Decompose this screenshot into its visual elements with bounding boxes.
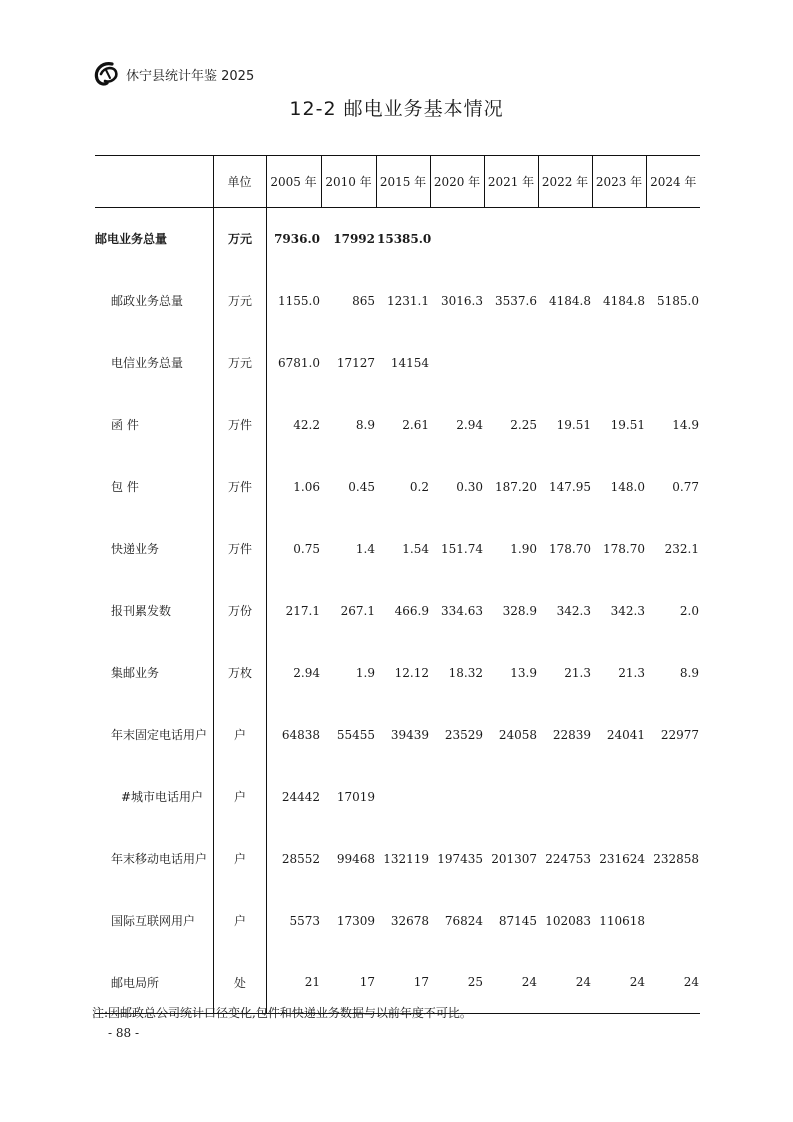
table-cell: 17127 bbox=[336, 355, 375, 370]
table-cell: 55455 bbox=[336, 727, 375, 742]
table-cell: 8.9 bbox=[679, 665, 699, 680]
table-cell bbox=[484, 208, 538, 270]
table-cell: 14154 bbox=[390, 355, 429, 370]
table-cell: 23529 bbox=[444, 727, 483, 742]
table-cell: 342.3 bbox=[610, 603, 645, 618]
row-name: 电信业务总量 bbox=[111, 356, 184, 370]
table-cell bbox=[430, 332, 484, 394]
table-cell bbox=[538, 332, 592, 394]
table-cell: 178.70 bbox=[603, 541, 645, 556]
table-cell: 132119 bbox=[383, 851, 429, 866]
row-unit: 万元 bbox=[213, 270, 266, 332]
row-name: #城市电话用户 bbox=[121, 790, 204, 804]
table-cell: 187.20 bbox=[495, 479, 537, 494]
table-cell: 24041 bbox=[606, 727, 645, 742]
table-cell: 87145 bbox=[498, 913, 537, 928]
row-name: 邮电业务总量 bbox=[95, 232, 168, 247]
table-cell: 19.51 bbox=[610, 417, 645, 432]
column-header: 2010 年 bbox=[321, 156, 376, 208]
table-cell: 267.1 bbox=[340, 603, 375, 618]
table-cell: 1.9 bbox=[355, 665, 375, 680]
table-cell: 4184.8 bbox=[549, 293, 591, 308]
table-header-row bbox=[95, 156, 700, 208]
row-name: 集邮业务 bbox=[111, 666, 160, 680]
column-header: 2005 年 bbox=[266, 156, 321, 208]
table-cell bbox=[646, 766, 700, 828]
table-cell: 1155.0 bbox=[278, 293, 320, 308]
row-unit: 万件 bbox=[213, 456, 266, 518]
row-unit: 户 bbox=[213, 890, 266, 952]
table-note: 注:因邮政总公司统计口径变化,包件和快递业务数据与以前年度不可比。 bbox=[92, 1006, 472, 1020]
table-cell bbox=[592, 332, 646, 394]
table-row bbox=[95, 704, 700, 766]
table-row bbox=[95, 580, 700, 642]
table-cell: 151.74 bbox=[441, 541, 483, 556]
row-unit: 万元 bbox=[213, 208, 266, 270]
table-cell: 147.95 bbox=[549, 479, 591, 494]
table-cell bbox=[484, 332, 538, 394]
table-cell: 13.9 bbox=[510, 665, 537, 680]
table-row bbox=[95, 456, 700, 518]
row-unit: 处 bbox=[213, 952, 266, 1014]
table-row bbox=[95, 766, 700, 828]
table-cell: 217.1 bbox=[285, 603, 320, 618]
table-row bbox=[95, 270, 700, 332]
table-cell: 5573 bbox=[289, 913, 320, 928]
column-header: 2024 年 bbox=[646, 156, 700, 208]
table-cell: 17019 bbox=[336, 789, 375, 804]
table-cell: 0.77 bbox=[672, 479, 699, 494]
table-row bbox=[95, 890, 700, 952]
row-name: 年末移动电话用户 bbox=[111, 852, 208, 866]
table-cell: 24058 bbox=[498, 727, 537, 742]
table-cell: 17309 bbox=[336, 913, 375, 928]
table-cell: 7936.0 bbox=[274, 231, 320, 246]
row-unit: 户 bbox=[213, 766, 266, 828]
table-cell: 232.1 bbox=[664, 541, 699, 556]
row-name: 国际互联网用户 bbox=[111, 914, 196, 928]
column-header: 2021 年 bbox=[484, 156, 538, 208]
table-cell: 15385.0 bbox=[377, 231, 432, 246]
row-name: 报刊累发数 bbox=[111, 604, 172, 618]
table-cell: 24 bbox=[646, 952, 700, 1014]
column-header: 2023 年 bbox=[592, 156, 646, 208]
row-unit: 户 bbox=[213, 828, 266, 890]
row-name: 年末固定电话用户 bbox=[111, 728, 208, 742]
table-cell: 102083 bbox=[545, 913, 591, 928]
table-cell: 24442 bbox=[281, 789, 320, 804]
table-cell: 0.30 bbox=[456, 479, 483, 494]
table-cell: 99468 bbox=[336, 851, 375, 866]
table-cell: 1.90 bbox=[510, 541, 537, 556]
table-cell: 1.4 bbox=[355, 541, 375, 556]
table-row bbox=[95, 394, 700, 456]
table-cell: 2.25 bbox=[510, 417, 537, 432]
table-cell: 232858 bbox=[653, 851, 699, 866]
table-cell: 24 bbox=[484, 952, 538, 1014]
row-name: 邮政业务总量 bbox=[111, 294, 184, 308]
table-cell: 32678 bbox=[390, 913, 429, 928]
table-cell bbox=[646, 890, 700, 952]
column-header: 2015 年 bbox=[376, 156, 430, 208]
table-cell: 21.3 bbox=[618, 665, 645, 680]
table-cell: 39439 bbox=[390, 727, 429, 742]
table-cell: 19.51 bbox=[556, 417, 591, 432]
column-header: 单位 bbox=[213, 156, 266, 208]
table-cell bbox=[646, 332, 700, 394]
table-cell: 76824 bbox=[444, 913, 483, 928]
table-cell: 2.94 bbox=[456, 417, 483, 432]
table-cell: 466.9 bbox=[394, 603, 429, 618]
table-cell: 148.0 bbox=[610, 479, 645, 494]
table-cell: 1231.1 bbox=[387, 293, 429, 308]
table-cell: 0.75 bbox=[293, 541, 320, 556]
table-cell: 197435 bbox=[437, 851, 483, 866]
table-cell: 1.54 bbox=[402, 541, 429, 556]
page-title: 12-2 邮电业务基本情况 bbox=[289, 98, 504, 120]
table-cell bbox=[538, 208, 592, 270]
table-cell: 28552 bbox=[281, 851, 320, 866]
table-row bbox=[95, 518, 700, 580]
postal-telecom-table bbox=[95, 155, 700, 1014]
table-cell bbox=[484, 766, 538, 828]
table-cell: 14.9 bbox=[672, 417, 699, 432]
table-cell: 4184.8 bbox=[603, 293, 645, 308]
page-number: - 88 - bbox=[108, 1026, 140, 1040]
table-cell: 334.63 bbox=[441, 603, 483, 618]
table-cell: 22977 bbox=[660, 727, 699, 742]
table-cell: 24 bbox=[592, 952, 646, 1014]
table-cell bbox=[430, 208, 484, 270]
table-cell: 8.9 bbox=[355, 417, 375, 432]
row-name: 快递业务 bbox=[111, 542, 160, 556]
column-header: 2022 年 bbox=[538, 156, 592, 208]
table-cell bbox=[538, 766, 592, 828]
table-cell: 17992 bbox=[333, 231, 375, 246]
row-unit: 万枚 bbox=[213, 642, 266, 704]
table-cell: 17 bbox=[321, 952, 376, 1014]
table-cell bbox=[376, 766, 430, 828]
table-cell: 201307 bbox=[491, 851, 537, 866]
table-cell: 328.9 bbox=[502, 603, 537, 618]
table-row bbox=[95, 208, 700, 270]
table-cell: 24 bbox=[538, 952, 592, 1014]
table-cell: 0.45 bbox=[348, 479, 375, 494]
page-header bbox=[92, 60, 254, 88]
yearbook-logo-icon bbox=[92, 60, 120, 88]
table-cell: 64838 bbox=[281, 727, 320, 742]
table-cell: 1.06 bbox=[293, 479, 320, 494]
table-cell: 865 bbox=[352, 293, 375, 308]
table-cell: 21 bbox=[266, 952, 321, 1014]
column-header bbox=[95, 156, 213, 208]
table-cell: 224753 bbox=[545, 851, 591, 866]
table-row bbox=[95, 332, 700, 394]
table-cell: 18.32 bbox=[448, 665, 483, 680]
table-cell: 17 bbox=[376, 952, 430, 1014]
table-cell: 12.12 bbox=[394, 665, 429, 680]
row-name: 函 件 bbox=[111, 418, 139, 432]
table-cell: 2.61 bbox=[402, 417, 429, 432]
table-cell: 25 bbox=[430, 952, 484, 1014]
row-unit: 万件 bbox=[213, 394, 266, 456]
table-cell: 6781.0 bbox=[278, 355, 320, 370]
table-cell: 21.3 bbox=[564, 665, 591, 680]
table-cell: 110618 bbox=[599, 913, 645, 928]
row-unit: 万份 bbox=[213, 580, 266, 642]
table-cell: 5185.0 bbox=[657, 293, 699, 308]
table-cell: 231624 bbox=[599, 851, 645, 866]
table-row bbox=[95, 828, 700, 890]
row-name: 包 件 bbox=[111, 480, 139, 494]
table-cell bbox=[592, 766, 646, 828]
table-cell: 2.0 bbox=[679, 603, 699, 618]
table-cell: 2.94 bbox=[293, 665, 320, 680]
column-header: 2020 年 bbox=[430, 156, 484, 208]
table-cell bbox=[646, 208, 700, 270]
table-cell: 3016.3 bbox=[441, 293, 483, 308]
table-cell bbox=[430, 766, 484, 828]
table-cell: 342.3 bbox=[556, 603, 591, 618]
table-cell: 3537.6 bbox=[495, 293, 537, 308]
table-cell: 178.70 bbox=[549, 541, 591, 556]
table-cell bbox=[592, 208, 646, 270]
row-name: 邮电局所 bbox=[95, 952, 213, 1014]
yearbook-title: 休宁县统计年鉴 2025 bbox=[126, 68, 255, 84]
table-cell: 42.2 bbox=[293, 417, 320, 432]
row-unit: 万件 bbox=[213, 518, 266, 580]
table-row bbox=[95, 642, 700, 704]
table-cell: 0.2 bbox=[409, 479, 429, 494]
row-unit: 万元 bbox=[213, 332, 266, 394]
table-cell: 22839 bbox=[552, 727, 591, 742]
row-unit: 户 bbox=[213, 704, 266, 766]
